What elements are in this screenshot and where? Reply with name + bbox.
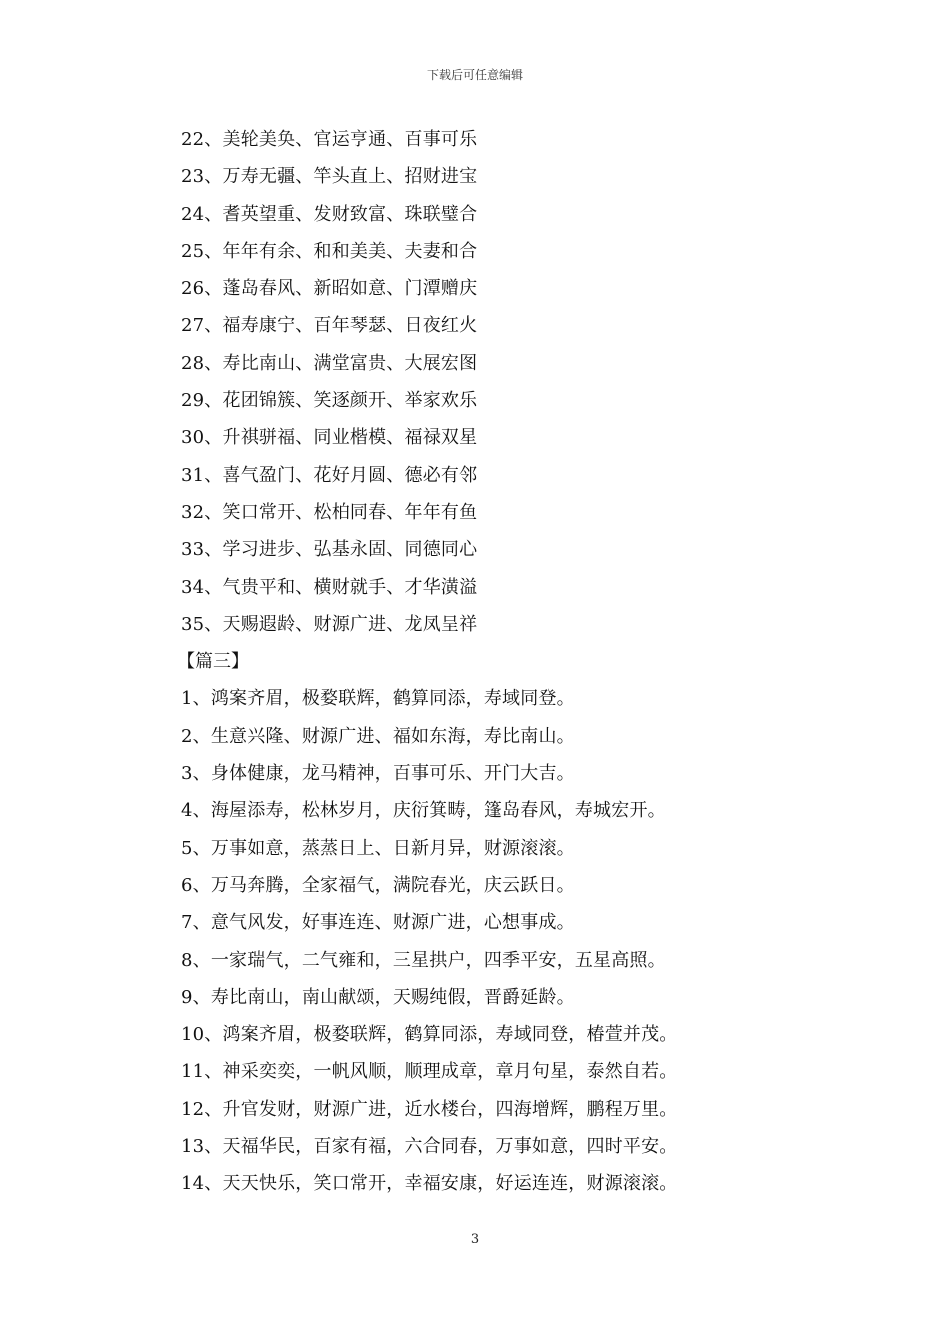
page-header: 下载后可任意编辑: [426, 68, 523, 82]
list-item: 30、升祺骈福、同业楷模、福禄双星: [181, 427, 478, 449]
page-number: 3: [470, 1232, 480, 1247]
list-item: 14、天天快乐，笑口常开，幸福安康，好运连连，财源滚滚。: [181, 1173, 678, 1195]
list-item: 4、海屋添寿，松林岁月，庆衍箕畴，篷岛春风，寿城宏开。: [181, 800, 666, 822]
list-item: 9、寿比南山，南山献颂，天赐纯假，晋爵延龄。: [181, 986, 575, 1008]
list-item: 12、升官发财，财源广进，近水楼台，四海增辉，鹏程万里。: [181, 1098, 678, 1120]
list-item: 27、福寿康宁、百年琴瑟、日夜红火: [181, 315, 478, 337]
list-item: 8、一家瑞气，二气雍和，三星拱户，四季平安，五星高照。: [181, 949, 666, 971]
document-body: [177, 121, 781, 1203]
list-item: 13、天福华民，百家有福，六合同春，万事如意，四时平安。: [181, 1136, 678, 1158]
list-item: 26、蓬岛春风、新昭如意、门潭赠庆: [181, 278, 478, 300]
list-item: 11、神采奕奕，一帆风顺，顺理成章，章月句星，泰然自若。: [181, 1061, 678, 1083]
list-item: 32、笑口常开、松柏同春、年年有鱼: [181, 501, 478, 523]
list-item: 2、生意兴隆、财源广进、福如东海，寿比南山。: [181, 725, 575, 747]
list-item: 1、鸿案齐眉，极婺联辉，鹤算同添，寿域同登。: [181, 688, 575, 710]
section-title: 【篇三】: [177, 651, 249, 673]
list-item: 34、气贵平和、横财就手、才华潢溢: [181, 576, 478, 598]
list-item: 3、身体健康，龙马精神，百事可乐、开门大吉。: [181, 763, 575, 785]
list-item: 7、意气风发，好事连连、财源广进，心想事成。: [181, 912, 575, 934]
list-item: 10、鸿案齐眉，极婺联辉，鹤算同添，寿域同登，椿萱并茂。: [181, 1024, 678, 1046]
list-item: 25、年年有余、和和美美、夫妻和合: [181, 240, 478, 262]
list-item: 22、美轮美奂、官运亨通、百事可乐: [181, 129, 478, 150]
list-item: 31、喜气盈门、花好月圆、德必有邻: [181, 464, 478, 486]
list-item: 5、万事如意，蒸蒸日上、日新月异，财源滚滚。: [181, 837, 575, 859]
list-item: 23、万寿无疆、竿头直上、招财进宝: [181, 166, 478, 188]
list-item: 6、万马奔腾，全家福气，满院春光，庆云跃日。: [181, 874, 575, 896]
list-item: 28、寿比南山、满堂富贵、大展宏图: [181, 352, 478, 374]
list-item: 35、天赐遐龄、财源广进、龙凤呈祥: [181, 613, 478, 635]
list-item: 24、耆英望重、发财致富、珠联璧合: [181, 203, 478, 225]
list-item: 29、花团锦簇、笑逐颜开、举家欢乐: [181, 390, 478, 412]
list-item: 33、学习进步、弘基永固、同德同心: [181, 539, 478, 561]
